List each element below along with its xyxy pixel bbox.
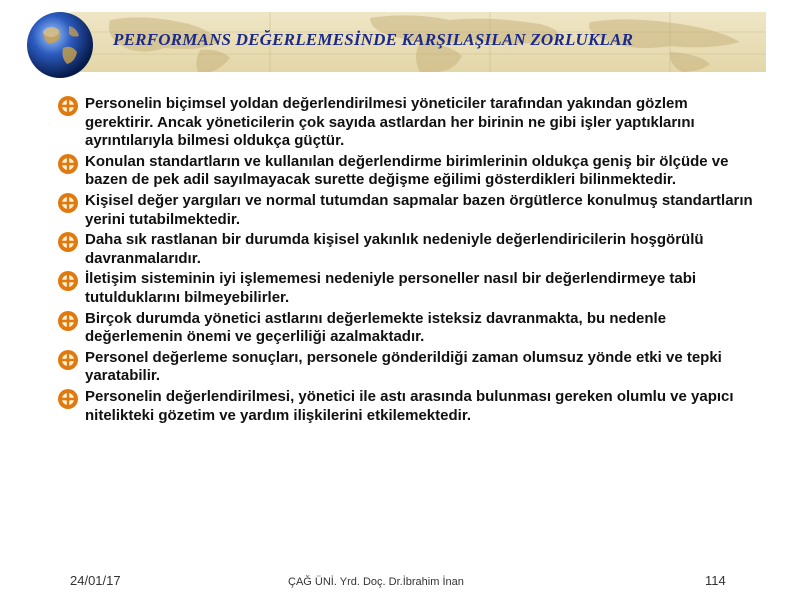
ornament-bullet-icon [57, 310, 79, 332]
footer-date: 24/01/17 [70, 573, 121, 588]
ornament-bullet-icon [57, 231, 79, 253]
list-item [57, 231, 757, 268]
bullet-text: Birçok durumda yönetici astlarını değerlemekte isteksiz davranmakta, bu nedenle değerlemenin önemi ve geçerliliği azalmaktadır. [85, 309, 667, 346]
ornament-bullet-icon [57, 153, 79, 175]
globe-icon [25, 10, 95, 80]
list-item [57, 153, 757, 190]
list-item [57, 388, 757, 425]
list-item [57, 192, 757, 229]
list-item [57, 95, 757, 151]
ornament-bullet-icon [57, 349, 79, 371]
bullet-text: Kişisel değer yargıları ve normal tutumdan sapmalar bazen örgütlerce konulmuş standartların yerini tutabilmektedir. [85, 191, 753, 228]
slide-title: PERFORMANS DEĞERLEMESİNDE KARŞILAŞILAN ZORLUKLAR [113, 30, 634, 49]
bullet-text: Personelin değerlendirilmesi, yönetici ile astı arasında bulunması gereken olumlu ve yapıcı nitelikteki gözetim ve yardım ilişkilerini etkilemektedir. [85, 387, 734, 424]
bullet-text: Personelin biçimsel yoldan değerlendirilmesi yöneticiler tarafından yakından gözlem gerektirir. Ancak yöneticilerin çok sayıda astlardan her birinin ne gibi işler yaptıklarını ayrıntılarıyla bilmesi oldukça güçtür. [85, 95, 695, 150]
list-item [57, 310, 757, 347]
ornament-bullet-icon [57, 388, 79, 410]
bullet-text: Konulan standartların ve kullanılan değerlendirme birimlerinin oldukça geniş bir ölçüde ve bazen de pek adil sayılmayacak surette değişme eğilimi gösterdikleri bilinmektedir. [85, 152, 729, 189]
ornament-bullet-icon [57, 270, 79, 292]
bullet-list [57, 95, 757, 427]
footer-page-number: 114 [705, 573, 726, 588]
title-banner [70, 12, 766, 72]
footer-author: ÇAĞ ÜNİ. Yrd. Doç. Dr.İbrahim İnan [288, 576, 464, 588]
bullet-text: Personel değerleme sonuçları, personele gönderildiği zaman olumsuz yönde etki ve tepki yaratabilir. [85, 348, 722, 385]
list-item [57, 270, 757, 307]
ornament-bullet-icon [57, 192, 79, 214]
ornament-bullet-icon [57, 95, 79, 117]
bullet-text: İletişim sisteminin iyi işlememesi nedeniyle personeller nasıl bir değerlendirmeye tabi tutulduklarını bilmeyebilirler. [85, 270, 697, 306]
bullet-text: Daha sık rastlanan bir durumda kişisel yakınlık nedeniyle değerlendiricilerin hoşgörülü davranmalarıdır. [85, 231, 704, 267]
list-item [57, 349, 757, 386]
